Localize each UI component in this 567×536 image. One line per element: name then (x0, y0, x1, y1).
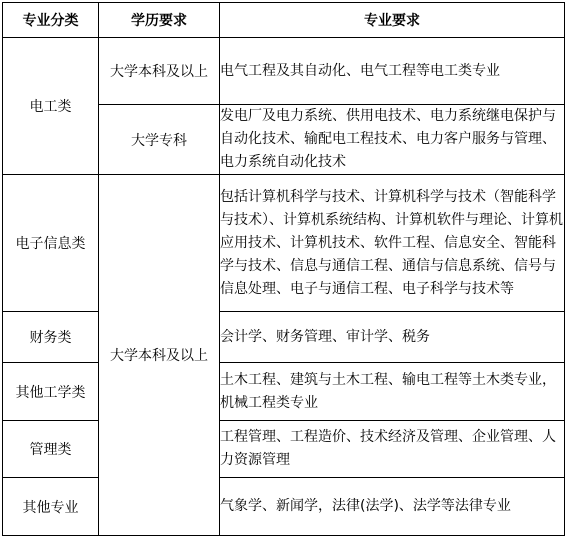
major-cell: 会计学、财务管理、审计学、税务 (220, 312, 565, 363)
header-category: 专业分类 (3, 3, 99, 38)
requirements-table (2, 2, 565, 536)
table-row (3, 478, 565, 536)
major-cell: 发电厂及电力系统、供用电技术、电力系统继电保护与自动化技术、输配电工程技术、电力客户服务与管理、电力系统自动化技术 (220, 105, 565, 175)
major-cell: 土木工程、建筑与土木工程、输电工程等土木类专业，机械工程类专业 (220, 363, 565, 421)
header-education: 学历要求 (99, 3, 220, 38)
major-cell: 气象学、新闻学，法律(法学)、法学等法律专业 (220, 478, 565, 536)
table-row (3, 312, 565, 363)
table-row (3, 175, 565, 312)
category-cell: 其他专业 (3, 478, 99, 536)
education-cell: 大学专科 (99, 105, 220, 175)
category-cell: 电子信息类 (3, 175, 99, 312)
education-cell: 大学本科及以上 (99, 175, 220, 536)
education-cell: 大学本科及以上 (99, 38, 220, 105)
category-cell: 财务类 (3, 312, 99, 363)
category-cell: 其他工学类 (3, 363, 99, 421)
table-row (3, 38, 565, 105)
category-cell: 管理类 (3, 421, 99, 478)
header-row (3, 3, 565, 38)
table-row (3, 421, 565, 478)
header-major: 专业要求 (220, 3, 565, 38)
major-cell: 工程管理、工程造价、技术经济及管理、企业管理、人力资源管理 (220, 421, 565, 478)
major-cell: 电气工程及其自动化、电气工程等电工类专业 (220, 38, 565, 105)
table-row (3, 363, 565, 421)
category-cell: 电工类 (3, 38, 99, 175)
major-cell: 包括计算机科学与技术、计算机科学与技术（智能科学与技术）、计算机系统结构、计算机软件与理论、计算机应用技术、计算机技术、软件工程、信息安全、智能科学与技术、信息与通信工程、通信与信息系统、信号与信息处理、电子与通信工程、电子科学与技术等 (220, 175, 565, 312)
